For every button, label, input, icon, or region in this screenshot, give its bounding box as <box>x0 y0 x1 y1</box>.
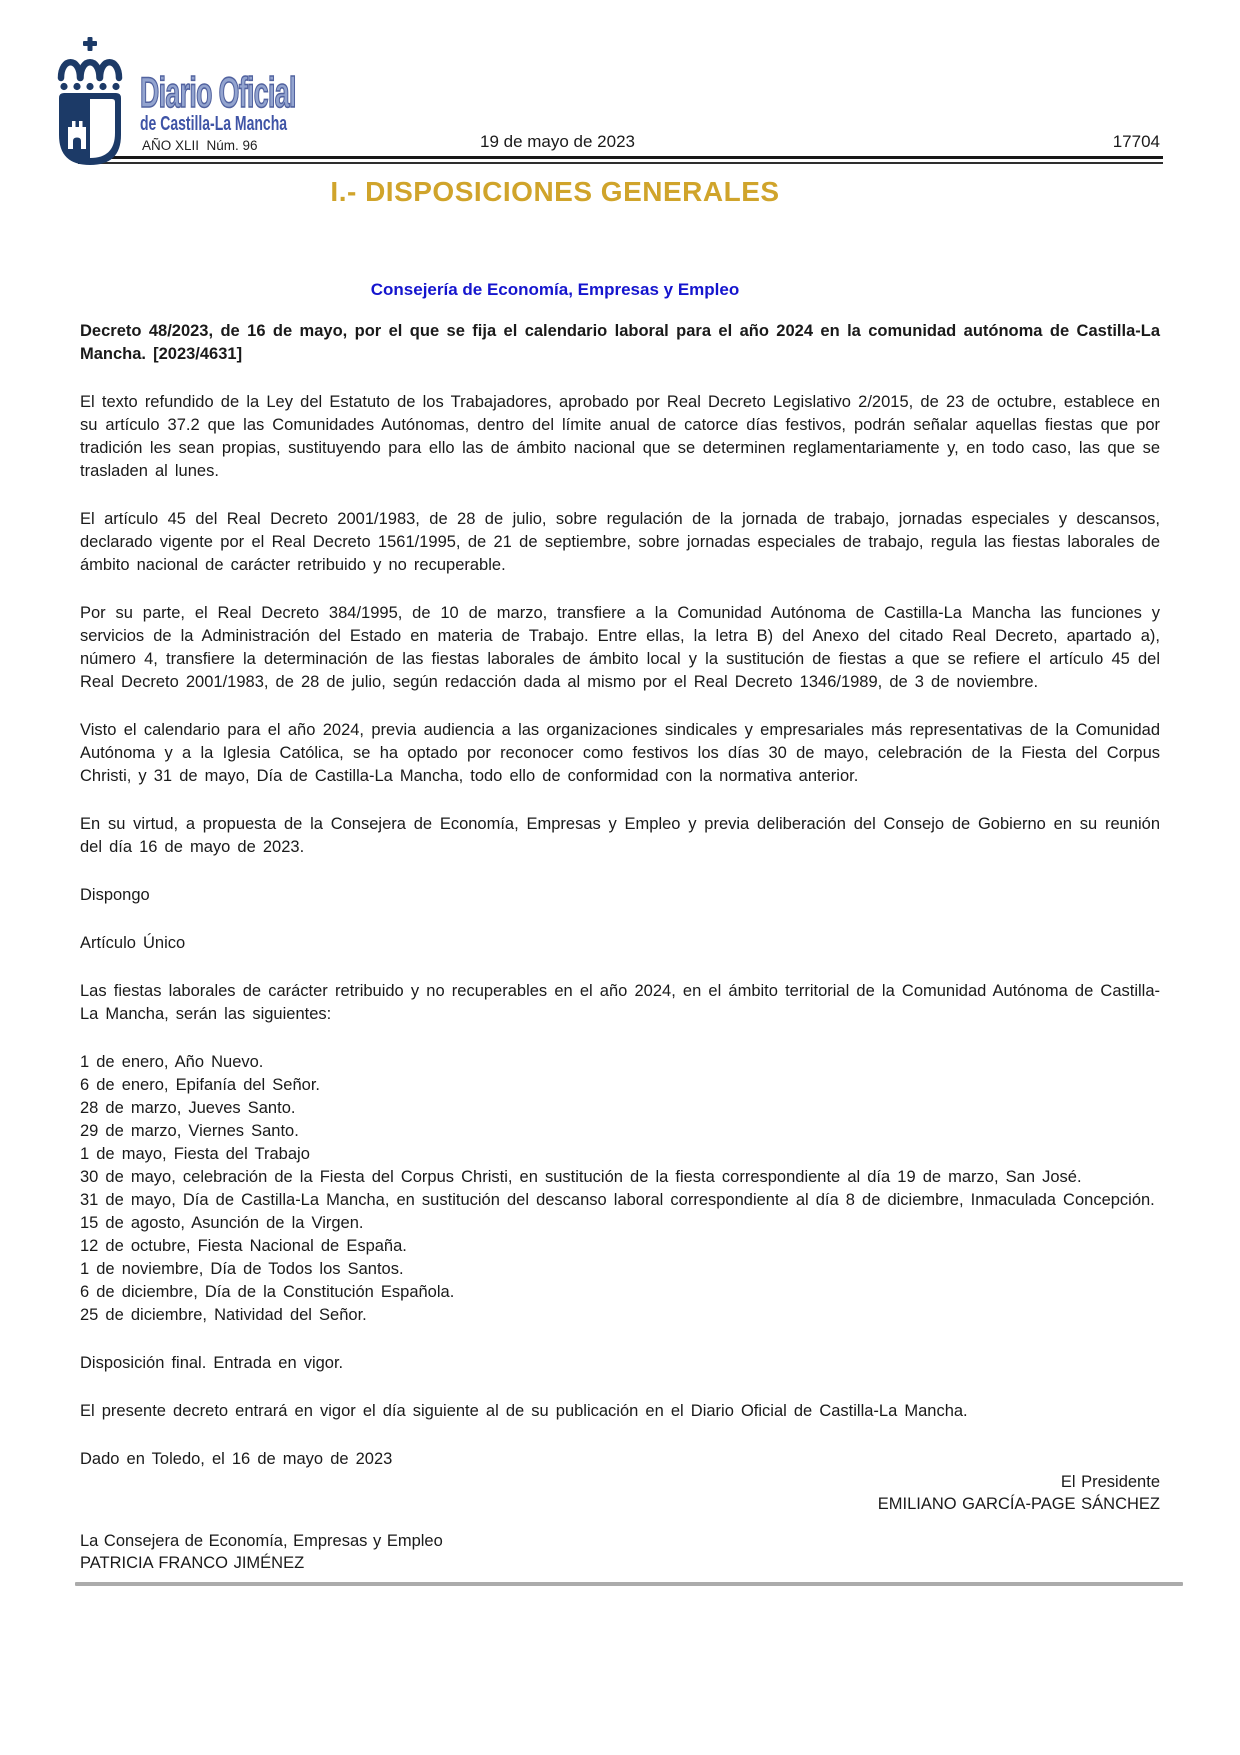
brand-title: Diario Oficial <box>140 69 296 117</box>
decree-title: Decreto 48/2023, de 16 de mayo, por el que se fija el calendario laboral para el año 2024 en la comunidad autónoma de Castilla-La Mancha. [2023/4631] <box>80 322 1160 364</box>
list-item: 30 de mayo, celebración de la Fiesta del Corpus Christi, en sustitución de la fiesta correspondiente al día 19 de marzo, San José. <box>80 1168 1082 1187</box>
place-and-date: Dado en Toledo, el 16 de mayo de 2023 <box>80 1450 393 1469</box>
holiday-list-intro: Las fiestas laborales de carácter retribuido y no recuperables en el año 2024, en el ámbito territorial de la Comunidad Autónoma de Castilla-La Mancha, serán las siguientes: <box>80 982 1160 1024</box>
department-heading: Consejería de Economía, Empresas y Empleo <box>370 280 740 300</box>
paragraph: Visto el calendario para el año 2024, previa audiencia a las organizaciones sindicales y empresariales más representativas de la Comunidad Autónoma y a la Iglesia Católica, se ha optado por reconocer como festivos los días 30 de mayo, celebración de la Fiesta del Corpus Christi, y 31 de mayo, Día de Castilla-La Mancha, todo ello de conformidad con la normativa anterior. <box>80 721 1160 786</box>
list-item: 29 de marzo, Viernes Santo. <box>80 1122 299 1141</box>
list-item: 6 de diciembre, Día de la Constitución Española. <box>80 1283 455 1302</box>
entry-into-force-text: El presente decreto entrará en vigor el día siguiente al de su publicación en el Diario Oficial de Castilla-La Mancha. <box>80 1402 968 1421</box>
header-rule <box>78 156 1163 164</box>
counselor-title: La Consejera de Economía, Empresas y Empleo <box>80 1532 443 1551</box>
counselor-signature-block <box>80 1531 1160 1574</box>
list-item: 25 de diciembre, Natividad del Señor. <box>80 1306 367 1325</box>
counselor-name: PATRICIA FRANCO JIMÉNEZ <box>80 1553 305 1572</box>
list-item: 12 de octubre, Fiesta Nacional de España. <box>80 1237 407 1256</box>
decree-body <box>80 320 1160 1586</box>
section-title: I.- DISPOSICIONES GENERALES <box>330 176 780 207</box>
edition-number: AÑO XLII Núm. 96 <box>142 138 258 153</box>
list-item: 6 de enero, Epifanía del Señor. <box>80 1076 321 1095</box>
crown-pearls-icon <box>60 83 119 90</box>
gazette-header <box>0 0 1240 168</box>
castilla-la-mancha-emblem-icon <box>56 36 124 166</box>
dispongo-heading: Dispongo <box>80 886 150 905</box>
crown-icon <box>61 62 119 78</box>
paragraph: El texto refundido de la Ley del Estatuto de los Trabajadores, aprobado por Real Decreto Legislativo 2/2015, de 23 de octubre, establece en su artículo 37.2 que las Comunidades Autónomas, dentro del límite anual de catorce días festivos, podrán señalar aquellas fiestas que por tradición les sean propias, sustituyendo para ello las de ámbito nacional que se determinen reglamentariamente y, en todo caso, las que se trasladen al lunes. <box>80 393 1160 481</box>
list-item: 1 de enero, Año Nuevo. <box>80 1053 264 1072</box>
issue-date: 19 de mayo de 2023 <box>479 132 635 151</box>
footer-rule <box>75 1582 1183 1586</box>
list-item: 1 de noviembre, Día de Todos los Santos. <box>80 1260 404 1279</box>
list-item: 28 de marzo, Jueves Santo. <box>80 1099 296 1118</box>
paragraph: En su virtud, a propuesta de la Consejera de Economía, Empresas y Empleo y previa deliberación del Consejo de Gobierno en su reunión del día 16 de mayo de 2023. <box>80 815 1160 857</box>
list-item: 15 de agosto, Asunción de la Virgen. <box>80 1214 364 1233</box>
list-item: 1 de mayo, Fiesta del Trabajo <box>80 1145 310 1164</box>
paragraph: El artículo 45 del Real Decreto 2001/1983, de 28 de julio, sobre regulación de la jornada de trabajo, jornadas especiales y descansos, declarado vigente por el Real Decreto 1561/1995, de 21 de septiembre, sobre jornadas especiales de trabajo, regula las fiestas laborales de ámbito nacional de carácter retribuido y no recuperable. <box>80 510 1160 575</box>
holiday-list <box>80 1051 1160 1327</box>
brand-subtitle: de Castilla-La Mancha <box>140 113 288 135</box>
president-title: El Presidente <box>1060 1473 1160 1492</box>
page-number: 17704 <box>1112 132 1160 151</box>
final-provision-heading: Disposición final. Entrada en vigor. <box>80 1354 344 1373</box>
articulo-unico-heading: Artículo Único <box>80 934 186 953</box>
president-signature-block <box>80 1472 1160 1515</box>
president-name: EMILIANO GARCÍA-PAGE SÁNCHEZ <box>877 1494 1160 1513</box>
list-item: 31 de mayo, Día de Castilla-La Mancha, en sustitución del descanso laboral correspondiente al día 8 de diciembre, Inmaculada Concepción. <box>80 1191 1155 1210</box>
paragraph: Por su parte, el Real Decreto 384/1995, de 10 de marzo, transfiere a la Comunidad Autónoma de Castilla-La Mancha las funciones y servicios de la Administración del Estado en materia de Trabajo. Entre ellas, la letra B) del Anexo del citado Real Decreto, apartado a), número 4, transfiere la determinación de las fiestas laborales de ámbito local y la sustitución de fiestas a que se refiere el artículo 45 del Real Decreto 2001/1983, de 28 de julio, según redacción dada al mismo por el Real Decreto 1346/1989, de 3 de noviembre. <box>80 604 1160 692</box>
